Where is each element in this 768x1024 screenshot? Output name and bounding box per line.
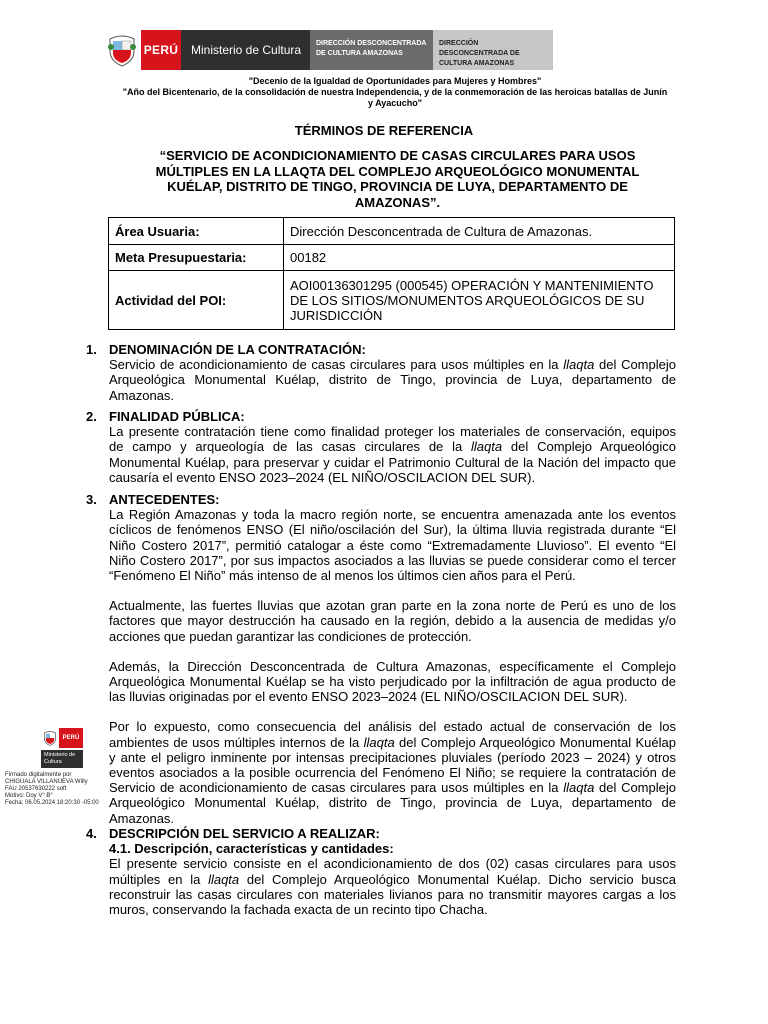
coat-of-arms-icon <box>41 728 59 748</box>
section-antecedentes <box>86 492 676 826</box>
document-title: TÉRMINOS DE REFERENCIA <box>294 123 474 138</box>
section-number: 1. <box>86 342 97 357</box>
info-table <box>108 217 675 330</box>
signature-logo <box>41 728 105 748</box>
section-body <box>109 357 676 403</box>
table-value-poi: AOI00136301295 (000545) OPERACIÓN Y MANTENIMIENTO DE LOS SITIOS/MONUMENTOS ARQUEOLÓGICOS DE SU JURISDICCIÓN <box>284 271 675 330</box>
paragraph <box>109 856 676 917</box>
section-title: DESCRIPCIÓN DEL SERVICIO A REALIZAR: <box>109 826 380 841</box>
header-logo-strip <box>103 30 553 70</box>
section-title: FINALIDAD PÚBLICA: <box>109 409 245 424</box>
table-label-poi: Actividad del POI: <box>109 271 284 330</box>
section-number: 2. <box>86 409 97 424</box>
ministry-label: Ministerio de Cultura <box>181 30 310 70</box>
paragraph: Además, la Dirección Desconcentrada de Cultura Amazonas, específicamente el Complejo Arqueológica Monumental Kuélap se ha visto perjudicado por la infiltración de agua producto de las lluvias originadas por el evento ENSO 2023–2024 (EL NIÑO/OSCILACION DEL SUR). <box>109 658 676 705</box>
signature-line: Firmado digitalmente por <box>5 772 72 778</box>
italic-text-run: llaqta <box>208 871 240 887</box>
section-title: DENOMINACIÓN DE LA CONTRATACIÓN: <box>109 342 366 357</box>
section-number: 3. <box>86 492 97 507</box>
signature-line: Fecha: 06.05.2024 18:20:30 -05:00 <box>5 800 99 806</box>
paragraph: La Región Amazonas y toda la macro región norte, se encuentra amenazada ante los eventos cíclicos de fenómenos ENSO (El niño/oscilación del Sur), la última lluvia registrada durante “El Niño Costero 2017”, permitió catalogar a éste como “Extremadamente Lluvioso”. El evento “El Niño Costero 2017”, por sus impactos asociados a las lluvias se puede considerar como el tercer “Fenómeno El Niño” más intenso de al menos los últimos cien años para el Perú. <box>109 507 676 584</box>
section-descripcion <box>86 826 676 917</box>
coat-of-arms-icon <box>103 30 141 70</box>
text-run: Servicio de acondicionamiento de casas circulares para usos múltiples en la <box>109 357 564 373</box>
ddc-secondary-label: DIRECCIÓN DESCONCENTRADA DE CULTURA AMAZONAS <box>433 30 553 70</box>
section-body <box>109 424 676 485</box>
text-run: del Complejo Arqueológica Monumental Kuélap, distrito de Tingo, provincia de Luya, departamento de Amazonas. <box>109 357 676 403</box>
paragraph <box>109 357 676 403</box>
text-run: del Complejo Arqueológico Monumental Kuélap y ante el peligro inminente por intensas precipitaciones pluviales (período 2023 – 2024) y otros eventos asociados a la posible ocurrencia del Fenómeno El Niño; se requiere la contratación de Servicio de acondicionamiento de casas circulares para usos múltiples en la <box>109 734 676 796</box>
signature-ministry-label: Ministerio de Cultura <box>41 750 83 768</box>
section-heading <box>86 492 676 507</box>
table-value-meta: 00182 <box>284 245 675 271</box>
text-run: El presente servicio consiste en el acondicionamiento de dos (02) casas circulares para usos múltiples en la <box>109 856 676 887</box>
signature-details <box>5 772 105 807</box>
text-run: del Complejo Arqueológico Monumental Kuélap, para preservar y cuidar el Patrimonio Cultural de la Nación del impacto que causaría el evento ENSO 2023–2024 (EL NIÑO/OSCILACION DEL SUR). <box>109 439 676 485</box>
section-heading <box>86 342 676 357</box>
text-run: La presente contratación tiene como finalidad proteger los materiales de conservación, equipos de campo y arqueología de las casas circulares de la <box>109 424 676 455</box>
paragraph <box>109 719 676 825</box>
ddc-primary-label: DIRECCIÓN DESCONCENTRADA DE CULTURA AMAZONAS <box>310 30 433 70</box>
italic-text-run: llaqta <box>363 734 395 750</box>
section-finalidad <box>86 409 676 485</box>
italic-text-run: llaqta <box>563 780 595 796</box>
section-body <box>109 841 676 917</box>
service-title: “SERVICIO DE ACONDICIONAMIENTO DE CASAS CIRCULARES PARA USOS MÚLTIPLES EN LA LLAQTA DEL COMPLEJO ARQUEOLÓGICO MONUMENTAL KUÉLAP, DISTRITO DE TINGO, PROVINCIA DE LUYA, DEPARTAMENTO DE AMAZONAS”. <box>155 148 640 210</box>
text-run: Por lo expuesto, como consecuencia del análisis del estado actual de conservación de los ambientes de usos múltiples internos de la <box>109 719 676 750</box>
italic-text-run: llaqta <box>471 439 503 455</box>
table-row <box>109 245 675 271</box>
signature-peru-label: PERÚ <box>59 728 83 748</box>
table-row <box>109 271 675 330</box>
paragraph: Actualmente, las fuertes lluvias que azotan gran parte en la zona norte de Perú es uno de los factores que mayor destrucción ha causado en la región, debido a la ausencia de medidas y/o acciones que puedan garantizar las condiciones de protección. <box>109 598 676 644</box>
section-heading <box>86 409 676 424</box>
table-label-meta: Meta Presupuestaria: <box>109 245 284 271</box>
signature-line: Motivo: Doy V° B° <box>5 793 53 799</box>
table-row <box>109 218 675 245</box>
text-run: del Complejo Arqueológico Monumental Kuélap. Dicho servicio busca reconstruir las casas circulares con materiales livianos para no transmitir mayores cargas a los muros, conservando la fachada exacta de un recinto tipo Chacha. <box>109 871 676 918</box>
section-title: ANTECEDENTES: <box>109 492 220 507</box>
signature-line: FAU 20537630222 soft <box>5 786 67 792</box>
table-label-area: Área Usuaria: <box>109 218 284 245</box>
section-body <box>109 507 676 826</box>
motto-year: "Año del Bicentenario, de la consolidación de nuestra Independencia, y de la conmemoración de las heroicas batallas de Junín y Ayacucho" <box>122 87 668 108</box>
digital-signature-stamp <box>5 728 105 807</box>
section-heading <box>86 826 676 841</box>
motto-decade: "Decenio de la Igualdad de Oportunidades para Mujeres y Hombres" <box>248 76 542 86</box>
italic-text-run: llaqta <box>563 357 595 373</box>
paragraph <box>109 424 676 485</box>
signature-line: CHIGUALA VILLANUEVA Willy <box>5 779 88 785</box>
peru-brand-label: PERÚ <box>141 30 181 70</box>
table-value-area: Dirección Desconcentrada de Cultura de Amazonas. <box>284 218 675 245</box>
text-run: del Complejo Arqueológico Monumental Kuélap, distrito de Tingo, provincia de Luya, departamento de Amazonas. <box>109 780 676 826</box>
section-denominacion <box>86 342 676 403</box>
section-number: 4. <box>86 826 97 841</box>
subsection-title: 4.1. Descripción, características y cantidades: <box>109 841 394 857</box>
